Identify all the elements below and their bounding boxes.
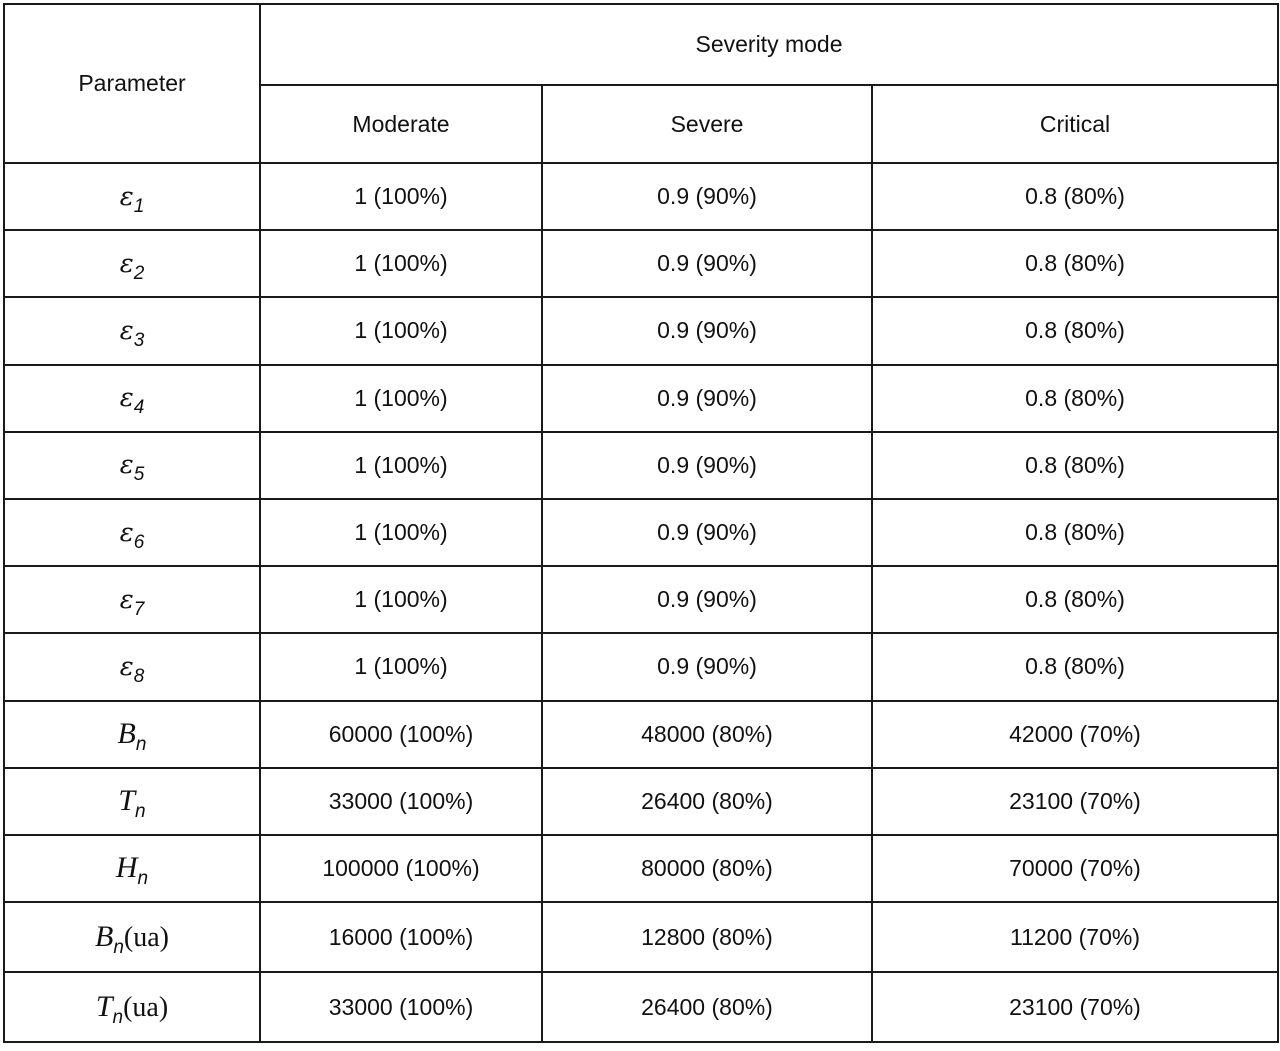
parameter-header: Parameter: [4, 4, 260, 163]
parameter-suffix: (ua): [123, 922, 169, 954]
parameter-cell: [4, 768, 260, 835]
table-row: [4, 230, 1278, 297]
moderate-value-cell: 33000 (100%): [260, 768, 542, 835]
critical-value-cell: 0.8 (80%): [872, 297, 1278, 364]
parameter-cell: [4, 701, 260, 768]
severity-mode-header: Severity mode: [260, 4, 1278, 85]
critical-value-cell: 23100 (70%): [872, 972, 1278, 1042]
moderate-value-cell: 16000 (100%): [260, 902, 542, 972]
critical-value-cell: 0.8 (80%): [872, 633, 1278, 700]
parameter-symbol: ε: [119, 248, 134, 279]
parameter-cell: [4, 566, 260, 633]
moderate-value-cell: 1 (100%): [260, 230, 542, 297]
critical-value-cell: 11200 (70%): [872, 902, 1278, 972]
parameter-symbol: H: [115, 851, 138, 885]
table-row: [4, 972, 1278, 1042]
moderate-value-cell: 100000 (100%): [260, 835, 542, 902]
table-row: [4, 566, 1278, 633]
table-row: [4, 365, 1278, 432]
parameter-subscript: n: [137, 868, 149, 890]
parameter-cell: [4, 633, 260, 700]
parameter-subscript: 1: [133, 195, 145, 217]
parameter-cell: [4, 499, 260, 566]
critical-value-cell: 70000 (70%): [872, 835, 1278, 902]
parameter-subscript: 8: [133, 665, 145, 687]
severe-value-cell: 80000 (80%): [542, 835, 872, 902]
table-row: [4, 768, 1278, 835]
critical-value-cell: 42000 (70%): [872, 701, 1278, 768]
parameter-symbol: ε: [119, 517, 134, 548]
table-row: [4, 297, 1278, 364]
parameter-subscript: n: [135, 734, 147, 756]
critical-value-cell: 0.8 (80%): [872, 230, 1278, 297]
severe-value-cell: 0.9 (90%): [542, 297, 872, 364]
severe-value-cell: 0.9 (90%): [542, 432, 872, 499]
parameter-symbol: B: [95, 920, 114, 954]
parameter-cell: [4, 972, 260, 1042]
column-header-critical: Critical: [872, 85, 1278, 163]
critical-value-cell: 0.8 (80%): [872, 163, 1278, 230]
parameter-cell: [4, 432, 260, 499]
table-row: [4, 835, 1278, 902]
severe-value-cell: 0.9 (90%): [542, 499, 872, 566]
parameter-subscript: 2: [133, 262, 145, 284]
parameter-subscript: 6: [133, 531, 145, 553]
critical-value-cell: 0.8 (80%): [872, 566, 1278, 633]
critical-value-cell: 0.8 (80%): [872, 432, 1278, 499]
table-row: [4, 701, 1278, 768]
moderate-value-cell: 1 (100%): [260, 499, 542, 566]
column-header-severe: Severe: [542, 85, 872, 163]
parameter-cell: [4, 835, 260, 902]
parameter-symbol: B: [117, 717, 136, 751]
severe-value-cell: 26400 (80%): [542, 768, 872, 835]
parameter-cell: [4, 297, 260, 364]
parameter-cell: [4, 230, 260, 297]
parameter-symbol: T: [118, 784, 136, 818]
critical-value-cell: 23100 (70%): [872, 768, 1278, 835]
severe-value-cell: 0.9 (90%): [542, 365, 872, 432]
parameter-cell: [4, 163, 260, 230]
parameter-subscript: 5: [133, 464, 145, 486]
moderate-value-cell: 1 (100%): [260, 566, 542, 633]
parameter-symbol: ε: [119, 315, 134, 346]
severe-value-cell: 0.9 (90%): [542, 163, 872, 230]
column-header-moderate: Moderate: [260, 85, 542, 163]
severe-value-cell: 0.9 (90%): [542, 566, 872, 633]
parameter-symbol: ε: [119, 383, 134, 414]
parameter-subscript: 3: [133, 329, 145, 351]
parameter-symbol: ε: [119, 450, 134, 481]
moderate-value-cell: 1 (100%): [260, 432, 542, 499]
severity-table: [3, 3, 1279, 1043]
parameter-symbol: T: [95, 990, 113, 1024]
table-body: [4, 163, 1278, 1042]
moderate-value-cell: 1 (100%): [260, 163, 542, 230]
parameter-symbol: ε: [119, 181, 134, 212]
parameter-symbol: ε: [119, 584, 134, 615]
table-row: [4, 902, 1278, 972]
parameter-suffix: (ua): [123, 992, 169, 1024]
severe-value-cell: 26400 (80%): [542, 972, 872, 1042]
moderate-value-cell: 1 (100%): [260, 365, 542, 432]
moderate-value-cell: 1 (100%): [260, 633, 542, 700]
severe-value-cell: 48000 (80%): [542, 701, 872, 768]
parameter-subscript: n: [135, 801, 146, 823]
critical-value-cell: 0.8 (80%): [872, 365, 1278, 432]
moderate-value-cell: 33000 (100%): [260, 972, 542, 1042]
parameter-subscript: 4: [133, 397, 145, 419]
parameter-subscript: n: [113, 937, 124, 959]
parameter-cell: [4, 365, 260, 432]
severe-value-cell: 0.9 (90%): [542, 230, 872, 297]
table-row: [4, 633, 1278, 700]
moderate-value-cell: 1 (100%): [260, 297, 542, 364]
table-row: [4, 163, 1278, 230]
parameter-symbol: ε: [119, 651, 134, 682]
critical-value-cell: 0.8 (80%): [872, 499, 1278, 566]
parameter-cell: [4, 902, 260, 972]
table-row: [4, 499, 1278, 566]
moderate-value-cell: 60000 (100%): [260, 701, 542, 768]
severe-value-cell: 0.9 (90%): [542, 633, 872, 700]
table-row: [4, 432, 1278, 499]
parameter-subscript: n: [112, 1007, 124, 1029]
parameter-subscript: 7: [133, 598, 145, 620]
severe-value-cell: 12800 (80%): [542, 902, 872, 972]
